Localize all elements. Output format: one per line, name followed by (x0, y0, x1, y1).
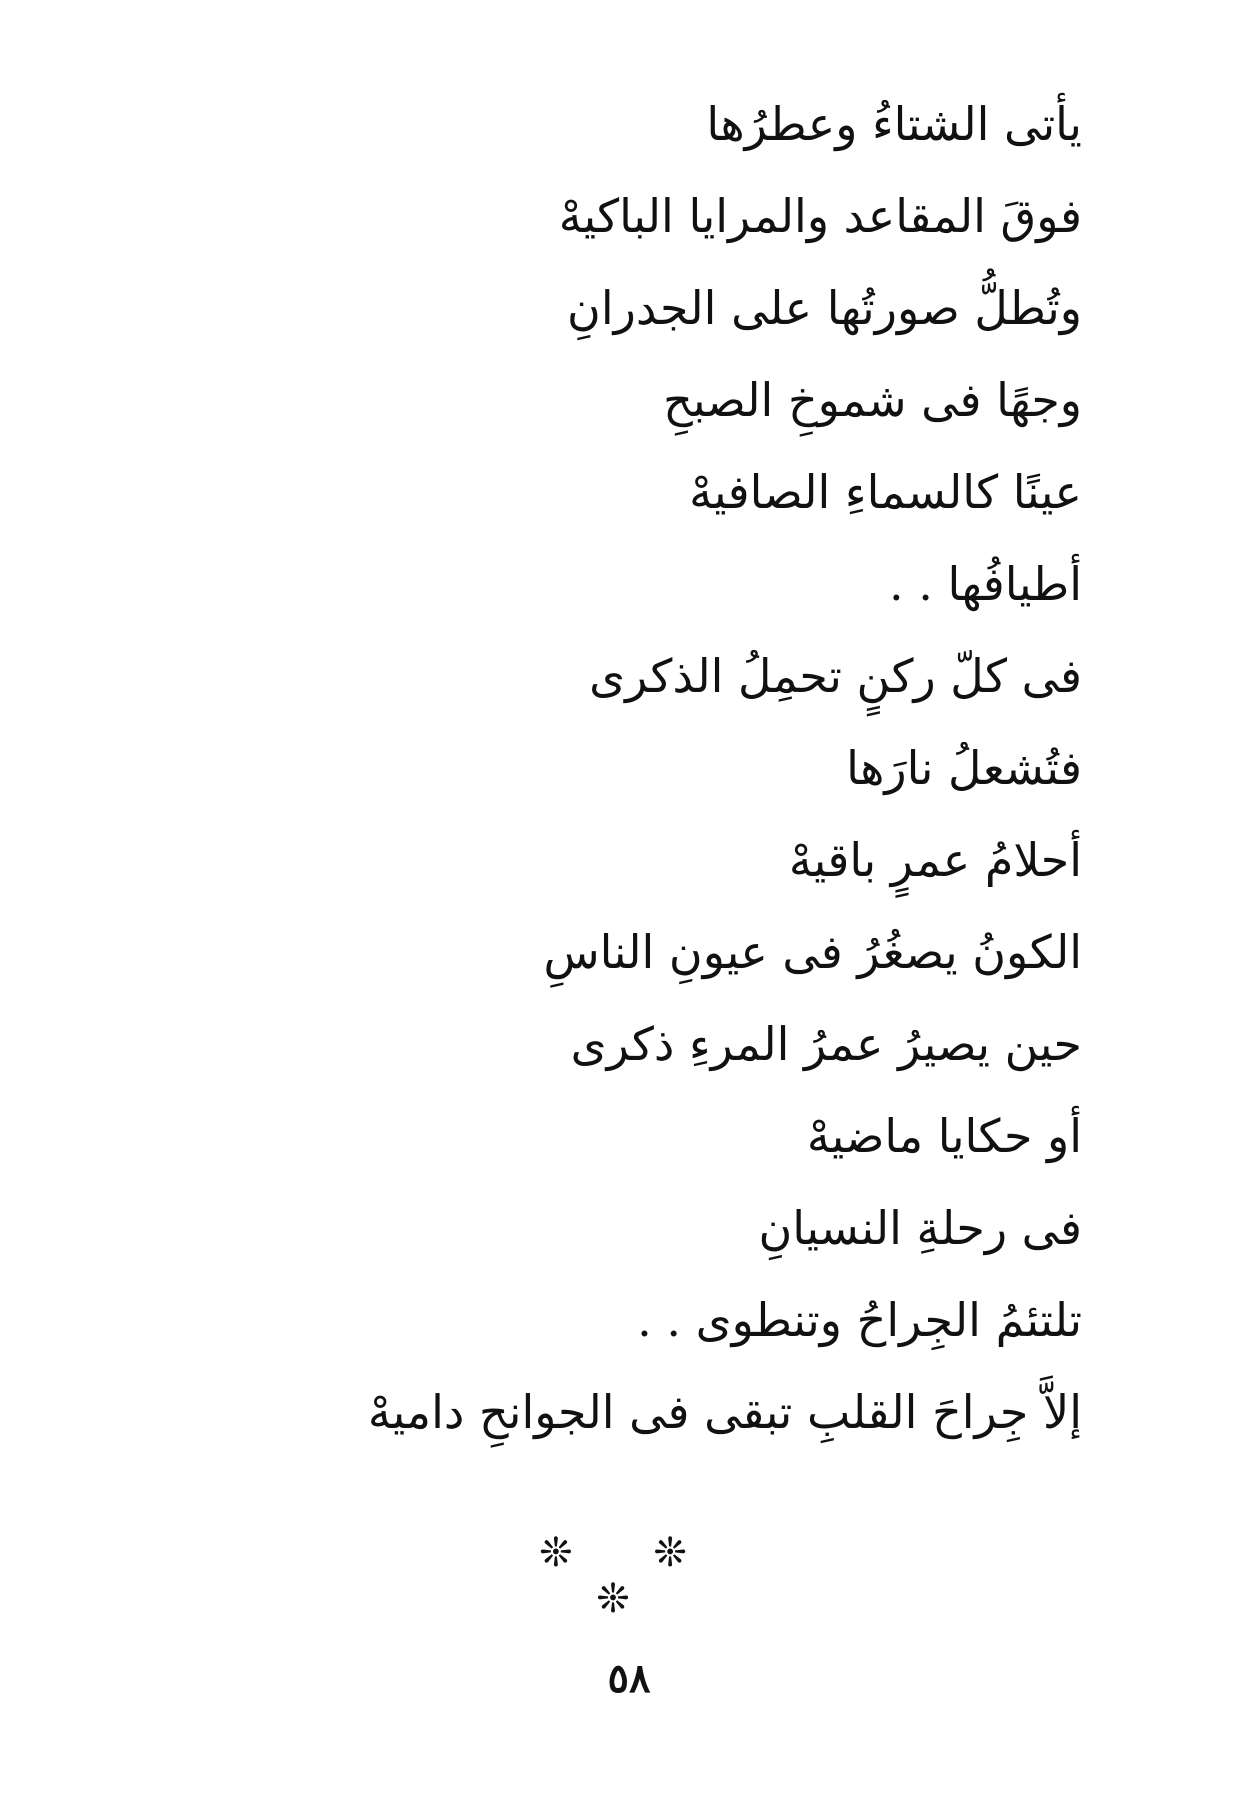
poem-line: أو حكايا ماضيهْ (806, 1109, 1082, 1163)
poem-line: وجهًا فى شموخِ الصبحِ (663, 373, 1082, 427)
poem-line: إلاَّ جِراحَ القلبِ تبقى فى الجوانحِ داميهْ (367, 1385, 1082, 1439)
poem-line: فوقَ المقاعد والمرايا الباكيهْ (558, 189, 1082, 243)
poem-line: وتُطلُّ صورتُها على الجدرانِ (567, 281, 1082, 335)
poem-line: أطيافُها . . (889, 557, 1082, 611)
poem-line: يأتى الشتاءُ وعطرُها (706, 97, 1082, 151)
poem-line: فتُشعلُ نارَها (846, 741, 1082, 795)
poem-line: فى رحلةِ النسيانِ (758, 1201, 1082, 1255)
poem-line: حين يصيرُ عمرُ المرءِ ذكرى (570, 1017, 1082, 1071)
poem-text (322, 78, 1082, 1458)
poem-line: الكونُ يصغُرُ فى عيونِ الناسِ (543, 925, 1082, 979)
poem-line: أحلامُ عمرٍ باقيهْ (788, 833, 1082, 887)
poem-line: عينًا كالسماءِ الصافيهْ (689, 465, 1082, 519)
poem-line: فى كلّ ركنٍ تحمِلُ الذكرى (589, 649, 1082, 703)
poem-line: تلتئمُ الجِراحُ وتنطوى . . (637, 1293, 1082, 1347)
page-number: ٥٨ (607, 1655, 651, 1702)
section-separator-asterisks: ❊ ❊ ❊ (539, 1530, 721, 1622)
